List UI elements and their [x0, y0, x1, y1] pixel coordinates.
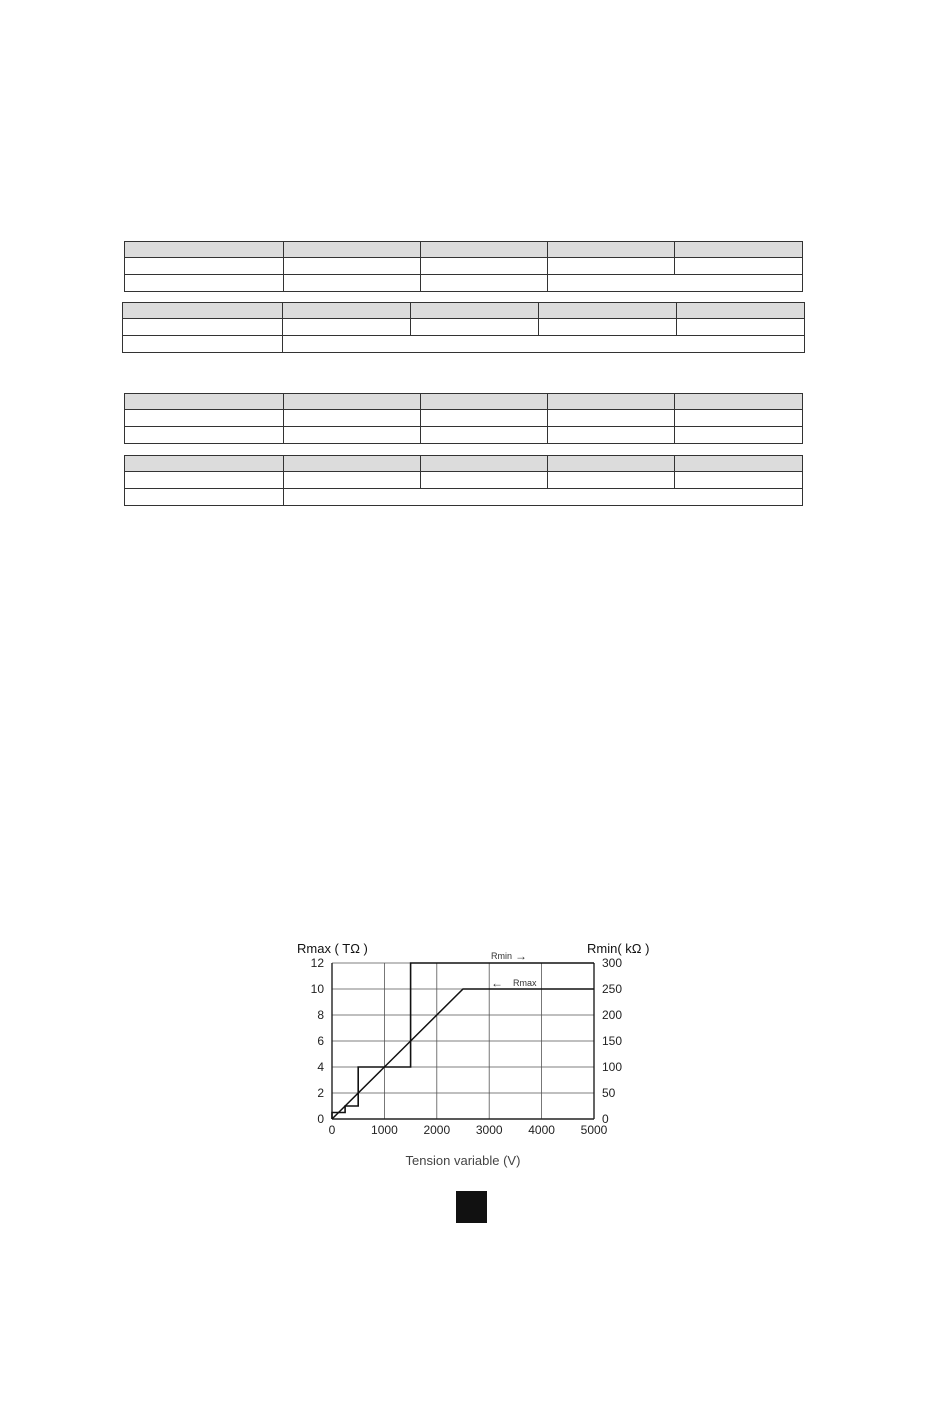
- y-right-tick-label: 0: [602, 1112, 609, 1126]
- y-left-tick-label: 0: [317, 1112, 324, 1126]
- table-header-row: [125, 242, 803, 258]
- table-row: [125, 472, 803, 489]
- y-left-tick-label: 12: [310, 956, 324, 970]
- x-tick-label: 4000: [528, 1123, 555, 1137]
- y-right-tick-label: 150: [602, 1034, 623, 1048]
- x-tick-label: 5000: [580, 1123, 608, 1137]
- x-tick-label: 3000: [475, 1123, 503, 1137]
- series-rmin-annotation: Rmin: [491, 951, 513, 961]
- table-header-row: [125, 394, 803, 410]
- y-right-tick-label: 300: [602, 956, 623, 970]
- y-left-tick-label: 6: [317, 1034, 324, 1048]
- y-left-tick-label: 4: [317, 1060, 324, 1074]
- y-left-axis-title: Rmax ( TΩ ): [297, 941, 368, 956]
- y-right-tick-label: 250: [602, 982, 623, 996]
- y-left-tick-label: 2: [317, 1086, 324, 1100]
- x-tick-label: 2000: [423, 1123, 451, 1137]
- table-row: [123, 336, 805, 353]
- table-1: [124, 241, 803, 292]
- resistance-vs-voltage-chart: [285, 935, 665, 1180]
- table-header-row: [123, 303, 805, 319]
- page-marker: [456, 1191, 487, 1223]
- y-right-tick-label: 100: [602, 1060, 623, 1074]
- table-row: [125, 258, 803, 275]
- x-tick-label: 1000: [371, 1123, 398, 1137]
- x-axis-title: Tension variable (V): [405, 1153, 521, 1168]
- table-2: [122, 302, 805, 353]
- table-4: [124, 455, 803, 506]
- table-row: [125, 427, 803, 444]
- series-rmax-arrow: ←: [491, 976, 503, 990]
- y-right-tick-label: 50: [602, 1086, 616, 1100]
- table-row: [125, 489, 803, 506]
- series-rmax-line: [332, 989, 594, 1119]
- series-rmin-arrow: →: [515, 949, 527, 963]
- table-row: [123, 319, 805, 336]
- y-left-tick-label: 10: [310, 982, 324, 996]
- y-right-tick-label: 200: [602, 1008, 623, 1022]
- y-right-axis-title: Rmin( kΩ ): [587, 941, 650, 956]
- x-tick-label: 0: [328, 1123, 336, 1137]
- table-row: [125, 410, 803, 427]
- table-row: [125, 275, 803, 292]
- table-header-row: [125, 456, 803, 472]
- y-left-tick-label: 8: [317, 1008, 324, 1022]
- table-3: [124, 393, 803, 444]
- series-rmax-annotation: Rmax: [513, 978, 537, 988]
